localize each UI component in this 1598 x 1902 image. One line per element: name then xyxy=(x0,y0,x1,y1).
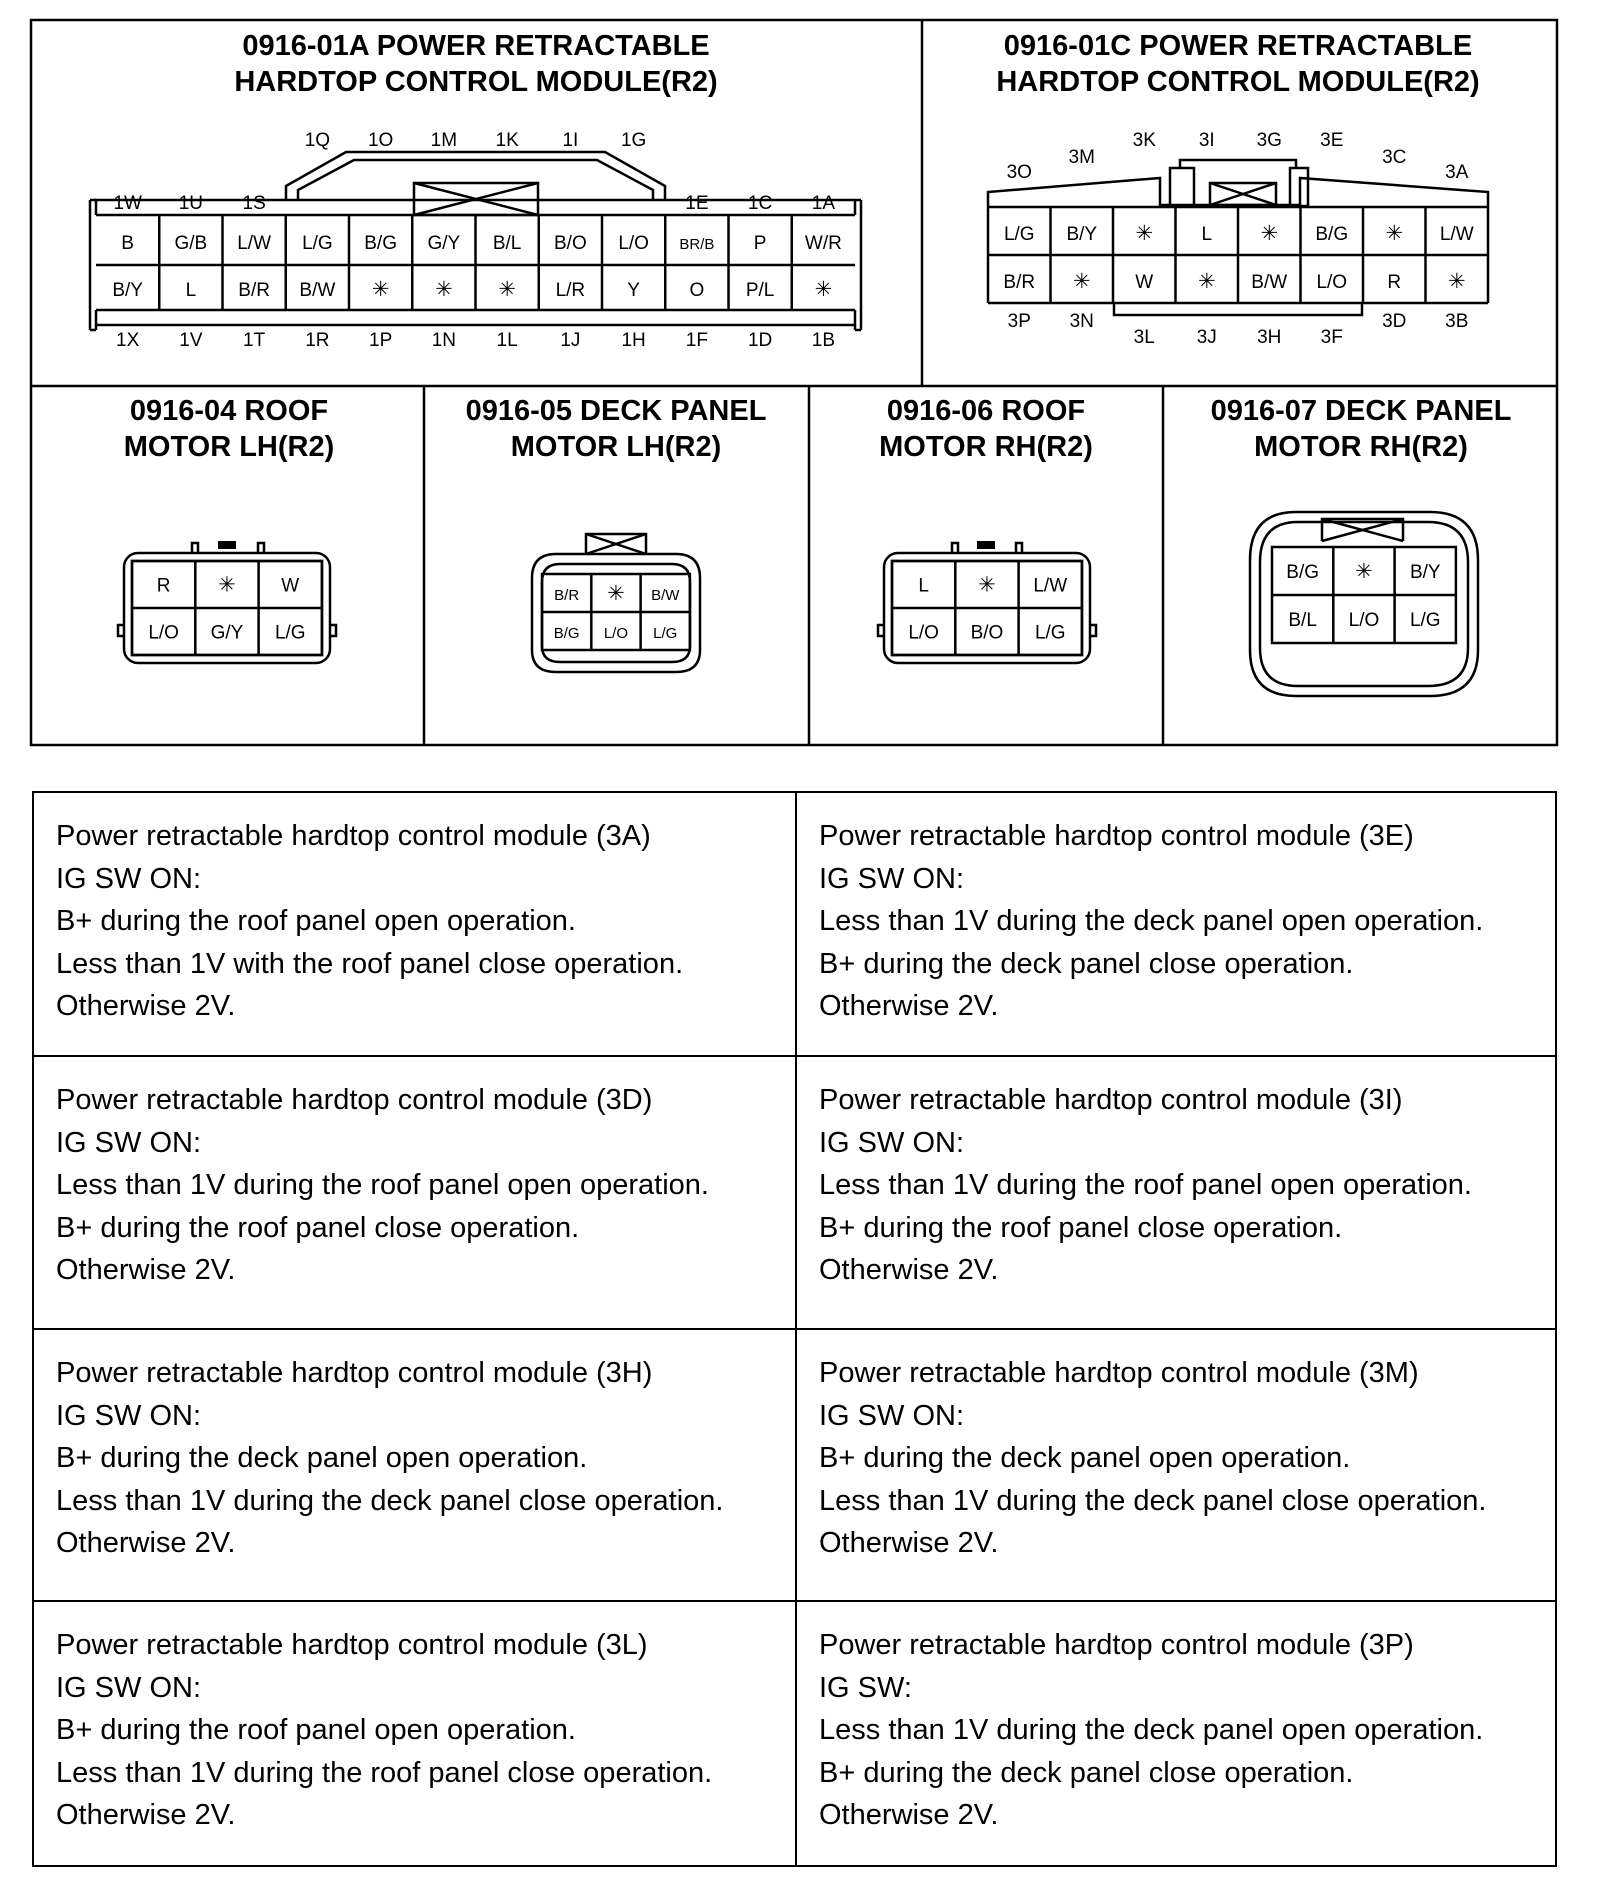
pin-label: 1H xyxy=(621,330,646,351)
description-line: Otherwise 2V. xyxy=(56,1527,236,1559)
connector-title-line2: HARDTOP CONTROL MODULE(R2) xyxy=(996,66,1480,98)
pin-wire-color: B/W xyxy=(299,280,336,301)
pin-label: 3A xyxy=(1445,162,1469,183)
pin-wire-color: B/L xyxy=(492,233,522,254)
pin-label: 1E xyxy=(685,193,709,214)
pin-wire-color: ✳ xyxy=(435,278,453,301)
pin-wire-color: B/R xyxy=(554,587,580,604)
description-cell xyxy=(34,1330,797,1602)
pin-label: 1J xyxy=(560,330,581,351)
pin-label: 3O xyxy=(1006,162,1032,183)
connector-0916-04 xyxy=(118,395,336,663)
connector-0916-06 xyxy=(878,395,1096,663)
connector-0916-05 xyxy=(466,395,767,672)
pin-wire-color: G/Y xyxy=(210,622,244,644)
pin-wire-color: B/Y xyxy=(1409,562,1441,583)
description-line: Less than 1V during the roof panel open operation. xyxy=(56,1169,709,1201)
pin-wire-color: L xyxy=(185,280,197,301)
description-line: IG SW ON: xyxy=(819,1399,964,1432)
pin-label: 1S xyxy=(242,193,266,214)
pin-label: 3N xyxy=(1069,311,1094,332)
pin-wire-color: L/O xyxy=(1316,272,1348,293)
description-line: IG SW ON: xyxy=(56,862,201,895)
description-heading: Power retractable hardtop control module (3D) xyxy=(56,1084,653,1116)
pin-label: 1P xyxy=(369,330,393,351)
description-line: B+ during the deck panel open operation. xyxy=(56,1442,588,1474)
pin-label: 1M xyxy=(430,130,458,151)
pin-label: 3I xyxy=(1198,130,1215,151)
pin-wire-color: L/G xyxy=(1409,610,1441,631)
pin-wire-color: ✳ xyxy=(1447,270,1466,293)
description-line: IG SW ON: xyxy=(56,1671,201,1704)
pin-wire-color: L/O xyxy=(908,622,939,644)
pin-wire-color: R xyxy=(1387,272,1402,293)
pin-wire-color: B/O xyxy=(970,622,1004,644)
pin-label: 1U xyxy=(178,193,204,214)
pin-wire-color: L xyxy=(1201,224,1213,245)
pin-wire-color: B/G xyxy=(1286,562,1320,583)
pin-wire-color: ✳ xyxy=(371,278,390,301)
connector-title-line1: 0916-05 DECK PANEL xyxy=(465,395,767,427)
signal-description-table xyxy=(32,791,1557,1867)
description-heading: Power retractable hardtop control module (3A) xyxy=(56,820,651,852)
description-line: Less than 1V during the deck panel close operation. xyxy=(56,1484,724,1517)
pin-wire-color: W xyxy=(1135,272,1154,293)
pin-label: 3L xyxy=(1133,327,1155,348)
pin-label: 1D xyxy=(747,330,773,351)
pin-wire-color: L/O xyxy=(603,625,629,642)
description-line: Otherwise 2V. xyxy=(819,1254,999,1286)
pin-wire-color: ✳ xyxy=(1072,270,1091,293)
pin-wire-color: W xyxy=(281,575,300,597)
pin-wire-color: ✳ xyxy=(1135,222,1154,245)
pin-label: 1W xyxy=(113,193,142,214)
pin-wire-color: ✳ xyxy=(1260,222,1279,245)
description-heading: Power retractable hardtop control module (3H) xyxy=(56,1357,653,1389)
pin-label: 1V xyxy=(179,330,203,351)
description-cell xyxy=(34,793,797,1057)
connector-title-line1: 0916-07 DECK PANEL xyxy=(1210,395,1512,427)
description-line: B+ during the roof panel open operation. xyxy=(56,1714,576,1746)
pin-label: 3B xyxy=(1445,311,1469,332)
connector-title-line1: 0916-06 ROOF xyxy=(886,395,1086,427)
pin-wire-color: B/O xyxy=(554,233,587,254)
pin-label: 1R xyxy=(305,330,330,351)
pin-label: 1B xyxy=(811,330,835,351)
pin-label: 1G xyxy=(620,130,647,151)
description-heading: Power retractable hardtop control module (3P) xyxy=(819,1629,1414,1661)
connector-diagram xyxy=(0,0,1598,760)
pin-wire-color: B/R xyxy=(1003,272,1036,293)
description-line: IG SW ON: xyxy=(819,862,964,895)
description-line: Otherwise 2V. xyxy=(56,990,236,1022)
description-line: B+ during the roof panel open operation. xyxy=(56,905,576,937)
connector-title-line2: MOTOR RH(R2) xyxy=(1254,431,1468,463)
pin-label: 3K xyxy=(1132,130,1156,151)
pin-wire-color: B/W xyxy=(1251,272,1288,293)
pin-wire-color: G/Y xyxy=(427,233,461,254)
description-cell xyxy=(797,1602,1557,1865)
description-cell xyxy=(34,1602,797,1865)
connector-title-line1: 0916-01A POWER RETRACTABLE xyxy=(242,30,710,62)
pin-wire-color: B/Y xyxy=(1066,224,1098,245)
pin-label: 3M xyxy=(1068,147,1095,168)
pin-label: 3G xyxy=(1256,130,1282,151)
description-cell xyxy=(797,1057,1557,1330)
connector-panel-frame xyxy=(31,20,1557,745)
description-line: IG SW ON: xyxy=(56,1126,201,1159)
pin-wire-color: ✳ xyxy=(978,573,996,597)
description-line: Otherwise 2V. xyxy=(56,1799,236,1831)
pin-label: 1X xyxy=(116,330,140,351)
pin-wire-color: L/W xyxy=(1439,224,1474,245)
description-line: Less than 1V during the deck panel open operation. xyxy=(819,905,1484,937)
pin-wire-color: L/O xyxy=(618,233,649,254)
pin-label: 1F xyxy=(685,330,708,351)
description-line: B+ during the roof panel close operation. xyxy=(56,1211,580,1244)
pin-wire-color: ✳ xyxy=(814,278,833,301)
pin-label: 3C xyxy=(1382,147,1407,168)
description-line: Less than 1V during the deck panel open operation. xyxy=(819,1714,1484,1746)
pin-wire-color: B/G xyxy=(553,625,580,642)
pin-label: 3F xyxy=(1320,327,1343,348)
description-line: IG SW ON: xyxy=(819,1126,964,1159)
pin-wire-color: P/L xyxy=(745,280,775,301)
connector-title-line1: 0916-04 ROOF xyxy=(129,395,329,427)
pin-label: 1C xyxy=(747,193,773,214)
pin-label: 1L xyxy=(496,330,518,351)
connector-title-line1: 0916-01C POWER RETRACTABLE xyxy=(1003,30,1473,62)
pin-wire-color: W/R xyxy=(804,233,842,254)
connector-title-line2: MOTOR RH(R2) xyxy=(879,431,1093,463)
pin-wire-color: L/G xyxy=(1003,224,1035,245)
connector-0916-01a xyxy=(90,30,861,351)
pin-label: 1O xyxy=(367,130,394,151)
pin-wire-color: ✳ xyxy=(1355,560,1373,583)
pin-label: 1K xyxy=(495,130,519,151)
pin-wire-color: ✳ xyxy=(1197,270,1216,293)
description-line: IG SW ON: xyxy=(56,1399,201,1432)
pin-wire-color: B/Y xyxy=(112,280,143,301)
pin-wire-color: Y xyxy=(627,280,640,301)
description-heading: Power retractable hardtop control module (3L) xyxy=(56,1629,648,1661)
description-line: Otherwise 2V. xyxy=(56,1254,236,1286)
pin-wire-color: L/O xyxy=(1348,610,1380,631)
connector-title-line2: MOTOR LH(R2) xyxy=(123,431,335,463)
pin-wire-color: ✳ xyxy=(218,573,236,597)
description-line: B+ during the deck panel close operation. xyxy=(819,947,1354,980)
connector-title-line2: HARDTOP CONTROL MODULE(R2) xyxy=(234,66,718,98)
pin-label: 3J xyxy=(1196,327,1217,348)
pin-wire-color: ✳ xyxy=(498,278,516,301)
description-line: B+ during the deck panel close operation. xyxy=(819,1756,1354,1789)
pin-label: 1Q xyxy=(304,130,331,151)
pin-wire-color: P xyxy=(753,233,767,254)
pin-wire-color: L/O xyxy=(148,622,179,644)
description-line: Less than 1V during the roof panel open operation. xyxy=(819,1169,1472,1201)
description-line: Less than 1V during the roof panel close operation. xyxy=(56,1756,713,1789)
pin-label: 1I xyxy=(562,130,579,151)
description-heading: Power retractable hardtop control module (3M) xyxy=(819,1357,1419,1389)
pin-wire-color: ✳ xyxy=(607,582,625,605)
pin-label: 1A xyxy=(811,193,835,214)
pin-wire-color: G/B xyxy=(174,233,208,254)
pin-label: 3E xyxy=(1320,130,1344,151)
description-line: B+ during the deck panel open operation. xyxy=(819,1442,1351,1474)
connector-0916-07 xyxy=(1211,395,1512,696)
pin-wire-color: B/G xyxy=(364,233,397,254)
pin-wire-color: ✳ xyxy=(1385,222,1404,245)
pin-label: 1N xyxy=(431,330,457,351)
description-line: Otherwise 2V. xyxy=(819,990,999,1022)
description-heading: Power retractable hardtop control module (3E) xyxy=(819,820,1414,852)
pin-wire-color: L/W xyxy=(237,233,272,254)
connector-0916-01c xyxy=(988,30,1488,348)
pin-wire-color: L/G xyxy=(1034,622,1066,644)
description-line: Less than 1V with the roof panel close operation. xyxy=(56,947,684,980)
pin-wire-color: B xyxy=(121,233,134,254)
pin-wire-color: L/G xyxy=(302,233,333,254)
description-cell xyxy=(797,793,1557,1057)
description-line: Otherwise 2V. xyxy=(819,1799,999,1831)
pin-wire-color: B/G xyxy=(1315,224,1349,245)
pin-wire-color: L/G xyxy=(653,625,678,642)
description-line: Less than 1V during the deck panel close operation. xyxy=(819,1484,1487,1517)
description-line: B+ during the roof panel close operation. xyxy=(819,1211,1343,1244)
pin-wire-color: L/W xyxy=(1033,575,1068,597)
pin-label: 1T xyxy=(243,330,266,351)
pin-wire-color: O xyxy=(689,280,705,301)
pin-wire-color: L/R xyxy=(555,280,586,301)
description-cell xyxy=(797,1330,1557,1602)
pin-wire-color: B/L xyxy=(1288,610,1317,631)
pin-wire-color: R xyxy=(156,575,171,597)
pin-label: 3D xyxy=(1382,311,1407,332)
description-line: Otherwise 2V. xyxy=(819,1527,999,1559)
connector-title-line2: MOTOR LH(R2) xyxy=(510,431,722,463)
pin-wire-color: B/W xyxy=(651,587,680,604)
pin-label: 3H xyxy=(1257,327,1282,348)
pin-wire-color: B/R xyxy=(238,280,270,301)
description-heading: Power retractable hardtop control module (3I) xyxy=(819,1084,1403,1116)
pin-wire-color: BR/B xyxy=(679,236,715,253)
pin-wire-color: L/G xyxy=(274,622,306,644)
pin-label: 3P xyxy=(1007,311,1031,332)
description-line: IG SW: xyxy=(819,1671,912,1704)
pin-wire-color: L xyxy=(918,575,929,597)
description-cell xyxy=(34,1057,797,1330)
